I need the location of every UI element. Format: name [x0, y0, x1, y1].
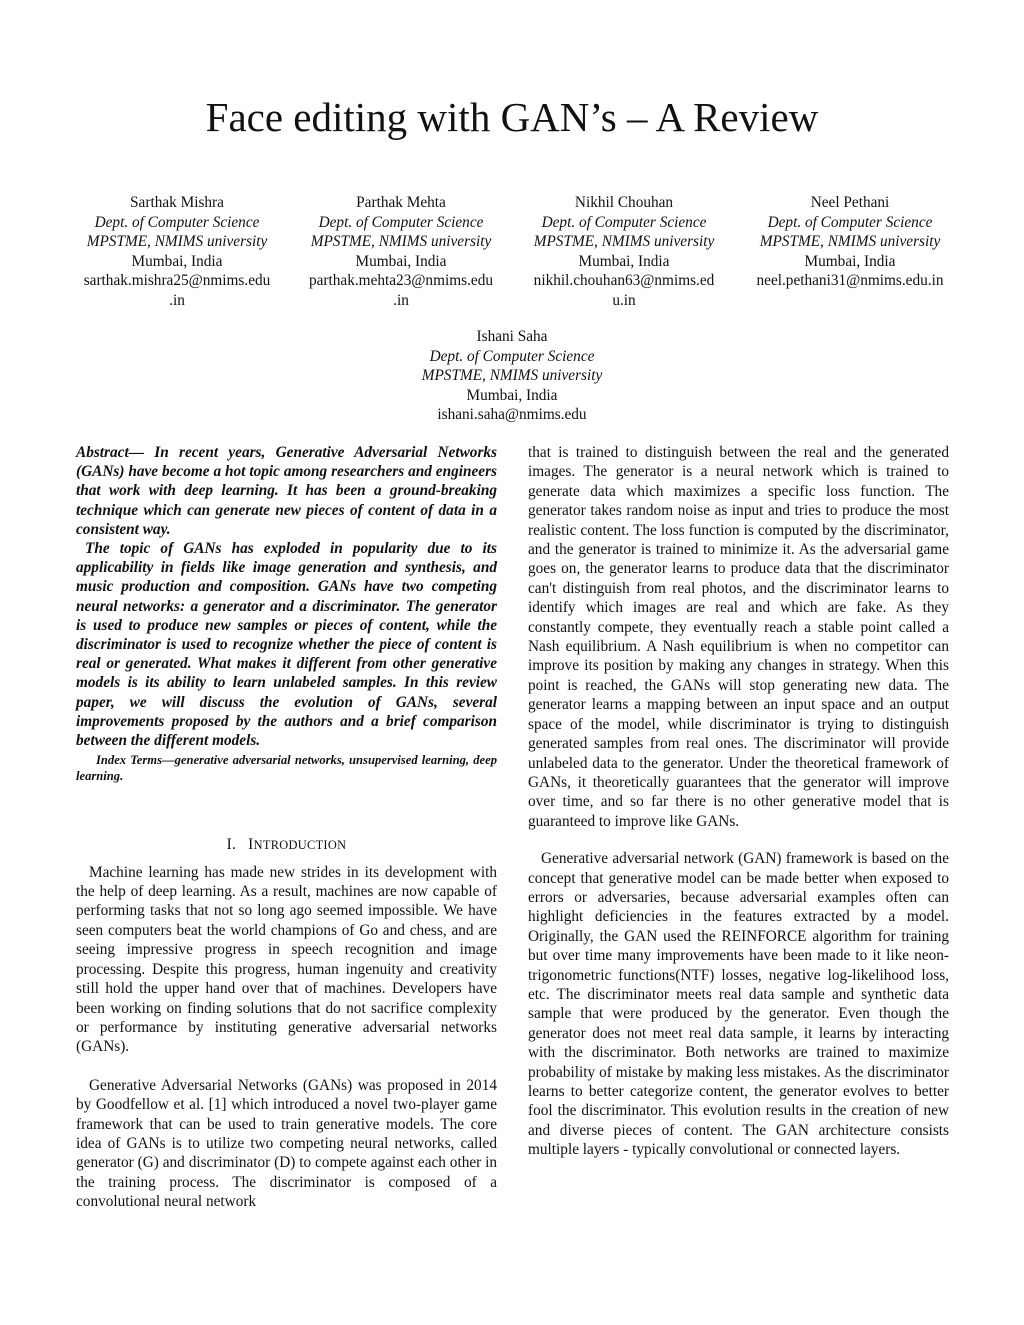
author-block	[288, 193, 514, 310]
author-university: MPSTME, NMIMS university	[533, 233, 715, 250]
author-email: nikhil.chouhan63@nmims.ed	[533, 272, 715, 289]
abstract-paragraph: Abstract— In recent years, Generative Adversarial Networks (GANs) have become a hot topic among researchers and engineers that work with deep learning. It has been a ground-breaking technique which can generate new pieces of content of data in a consistent way.	[76, 444, 497, 538]
author-location: Mumbai, India	[578, 252, 670, 270]
body-paragraph: Machine learning has made new strides in its development with the help of deep learning. As a result, machines are now capable of performing tasks that not so long ago seemed impossible. We have seen computers beat the world champions of Go and chess, and are seeing impressive progress in speech recognition and image processing. Despite this progress, human ingenuity and creativity still hold the upper hand over that of machines. Developers have been working on finding solutions that do not sacrifice complexity or performance by instituting generative adversarial networks (GANs).	[76, 863, 497, 1056]
paper-title: Face editing with GAN’s – A Review	[205, 94, 819, 140]
author-email-cont: .in	[393, 291, 409, 309]
author-location: Mumbai, India	[355, 252, 447, 270]
author-email: neel.pethani31@nmims.edu.in	[756, 272, 944, 289]
index-terms: Index Terms—generative adversarial networks, unsupervised learning, deep learning.	[76, 753, 497, 784]
section-title-initial: I	[248, 836, 254, 854]
author-dept: Dept. of Computer Science	[541, 213, 707, 231]
body-paragraph: Generative Adversarial Networks (GANs) was proposed in 2014 by Goodfellow et al. [1] which introduced a novel two-player game framework that can be used to train generative models. The core idea of GANs is to utilize two competing neural networks, called generator (G) and discriminator (D) to compete against each other in the training process. The discriminator is composed of a convolutional neural network	[76, 1076, 497, 1211]
body-paragraph: that is trained to distinguish between the real and the generated images. The generator is a neural network which is trained to generate data which maximizes a specific loss function. The generator takes random noise as input and tries to produce the most realistic content. The loss function is computed by the discriminator, and the generator is trained to minimize it. As the adversarial game goes on, the generator learns to produce data that the discriminator can't distinguish from real photos, and the discriminator learns to identify which images are real and which are fake. As they constantly compete, they eventually reach a stable point called a Nash equilibrium. A Nash equilibrium is when no competitor can improve its position by making any changes in strategy. When this point is reached, the GANs will stop generating new data. The generator learns a mapping between an input space and an output space of the model, while discriminator is trying to distinguish generated samples from real ones. The discriminator will provide unlabeled data to the generator. Under the theoretical framework of GANs, it theoretically guarantees that the generator will improve over time, and so far there is no other generative model that is guaranteed to improve like GANs.	[528, 444, 949, 830]
author-university: MPSTME, NMIMS university	[421, 367, 603, 384]
author-email-cont: .in	[169, 291, 185, 309]
body-paragraph: Generative adversarial network (GAN) framework is based on the concept that generative model can be made better when exposed to errors or adversaries, because adversarial examples often can highlight deficiencies in the features extracted by a model. Originally, the GAN used the REINFORCE algorithm for training but over time many improvements have been made to it like neon-trigonometric functions(NTF) losses, negative log-likelihood loss, etc. The discriminator meets real data sample and synthetic data sample that were produced by the generator. Even though the generator does not meet real data sample, it learns by interacting with the discriminator. Both networks are trained to maximize probability of mistake by making less mistakes. As the discriminator learns to better categorize content, the generator evolves to better fool the discriminator. This evolution results in the creation of new and diverse pieces of content. The GAN architecture consists multiple layers - typically convolutional or connected layers.	[528, 850, 949, 1159]
author-university: MPSTME, NMIMS university	[759, 233, 941, 250]
author-university: MPSTME, NMIMS university	[310, 233, 492, 250]
author-block	[737, 193, 963, 291]
section-title-rest: NTRODUCTION	[253, 838, 347, 853]
author-email: ishani.saha@nmims.edu	[437, 406, 587, 423]
author-dept: Dept. of Computer Science	[429, 347, 595, 365]
author-email: sarthak.mishra25@nmims.edu	[83, 272, 271, 289]
section-heading	[76, 835, 497, 855]
author-name: Sarthak Mishra	[130, 194, 224, 211]
author-name: Neel Pethani	[810, 194, 890, 211]
abstract-paragraph: The topic of GANs has exploded in popularity due to its applicability in fields like image generation and synthesis, and music production and composition. GANs have two competing neural networks: a generator and a discriminator. The generator is used to produce new samples or pieces of content, while the discriminator is used to recognize whether the piece of content is real or generated. What makes it different from other generative models is its ability to learn unlabeled samples. In this review paper, we will discuss the evolution of GANs, several improvements proposed by the authors and a brief comparison between the different models.	[76, 540, 497, 750]
author-block	[511, 193, 737, 310]
author-university: MPSTME, NMIMS university	[86, 233, 268, 250]
author-name: Ishani Saha	[476, 328, 548, 345]
author-dept: Dept. of Computer Science	[94, 213, 260, 231]
author-block	[399, 327, 625, 425]
author-name: Parthak Mehta	[356, 194, 446, 211]
author-name: Nikhil Chouhan	[574, 194, 674, 211]
author-block	[64, 193, 290, 310]
section-number: I.	[226, 836, 237, 854]
author-dept: Dept. of Computer Science	[318, 213, 484, 231]
author-location: Mumbai, India	[131, 252, 223, 270]
author-email-cont: u.in	[612, 291, 636, 309]
right-column	[528, 443, 949, 1160]
author-dept: Dept. of Computer Science	[767, 213, 933, 231]
author-email: parthak.mehta23@nmims.edu	[308, 272, 493, 289]
author-location: Mumbai, India	[804, 252, 896, 270]
left-column	[76, 443, 497, 1212]
author-location: Mumbai, India	[466, 386, 558, 404]
